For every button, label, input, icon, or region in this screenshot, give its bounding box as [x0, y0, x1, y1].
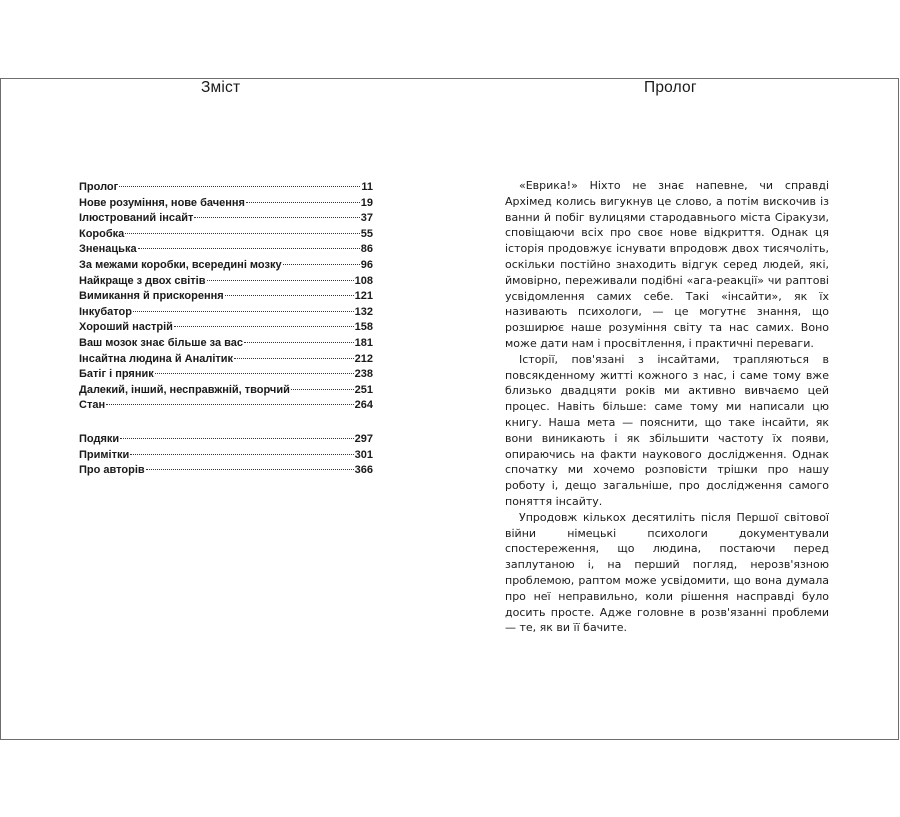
toc-entry-label: Коробка	[79, 227, 125, 240]
toc-leader-dots	[291, 389, 354, 390]
toc-entry	[79, 180, 373, 196]
table-of-contents	[79, 180, 373, 479]
toc-entry-page: 108	[354, 274, 373, 287]
toc-entry	[79, 196, 373, 212]
toc-entry-label: Ваш мозок знає більше за вас	[79, 336, 243, 349]
toc-entry-page: 158	[354, 321, 373, 334]
toc-leader-dots	[246, 202, 360, 203]
toc-leader-dots	[283, 264, 360, 265]
prolog-text	[505, 178, 829, 636]
prolog-paragraph: Упродовж кількох десятиліть після Першої світової війни німецькі психологи документували спостереження, що людина, постаючи перед заплутаною і, на перший погляд, нерозв'язною проблемою, раптом може усвідомити, що вона думала про неї неправильно, коли рішення насправді було досить просте. Адже головне в розв'язанні проблеми — те, як ви її бачите.	[505, 510, 829, 635]
toc-entry-page: 11	[361, 181, 373, 193]
toc-back-matter-list	[79, 432, 373, 479]
toc-leader-dots	[125, 233, 359, 234]
toc-entry-page: 37	[360, 212, 373, 225]
toc-entry-label: Найкраще з двох світів	[79, 274, 206, 287]
toc-entry-label: Стан	[79, 399, 106, 412]
toc-entry-page: 132	[354, 305, 373, 318]
toc-entry	[79, 398, 373, 414]
toc-leader-dots	[244, 342, 354, 343]
toc-entry	[79, 242, 373, 258]
toc-entry-label: Про авторів	[79, 464, 145, 477]
toc-leader-dots	[120, 438, 353, 439]
toc-leader-dots	[174, 326, 354, 327]
toc-leader-dots	[146, 469, 354, 470]
toc-entry-page: 19	[360, 196, 373, 209]
toc-entry	[79, 289, 373, 305]
toc-entry	[79, 432, 373, 448]
toc-entry-page: 55	[360, 227, 373, 240]
toc-entry-page: 96	[360, 258, 373, 271]
toc-entry-page: 121	[354, 290, 373, 303]
toc-leader-dots	[130, 454, 353, 455]
toc-entry-label: Зненацька	[79, 243, 137, 256]
toc-main-list	[79, 180, 373, 414]
toc-entry	[79, 227, 373, 243]
toc-leader-dots	[138, 248, 360, 249]
toc-entry	[79, 383, 373, 399]
toc-gap	[79, 414, 373, 432]
toc-entry	[79, 211, 373, 227]
toc-entry-page: 238	[354, 368, 373, 381]
toc-entry-label: Інкубатор	[79, 305, 132, 318]
prolog-paragraph: Історії, пов'язані з інсайтами, трапляються в повсякденному житті кожного з нас, і саме тому вже близько двадцяти років ми активно вивчаємо цей процес. Навіть більше: саме тому ми написали цю книгу. Наша мета — пояснити, що таке інсайти, як вони виникають і як збільшити частоту їх появи, опираючись на факти наукового дослідження. Однак спочатку ми хочемо розповісти трішки про нашу роботу і, дещо загальніше, про дослідження самого поняття інсайту.	[505, 352, 829, 508]
toc-entry	[79, 320, 373, 336]
toc-entry-label: Пролог	[79, 181, 119, 193]
toc-entry	[79, 463, 373, 479]
prolog-page-title: Пролог	[644, 79, 697, 96]
toc-leader-dots	[207, 280, 354, 281]
toc-entry	[79, 305, 373, 321]
toc-entry	[79, 258, 373, 274]
toc-entry	[79, 352, 373, 368]
prolog-paragraph: «Еврика!» Ніхто не знає напевне, чи справді Архімед колись вигукнув це слово, а потім вискочив із ванни й побіг вулицями стародавнього міста Сіракузи, сповіщаючи всіх про своє нове відкриття. Однак ця історія продовжує існувати впродовж двох тисячоліть, оскільки постійно знаходить відгук серед людей, які, ймовірно, переживали подібні «ага-реакції» чи раптові усвідомлення самих себе. Такі «інсайти», як їх називають психологи, — це могутнє знання, що розширює наше розуміння світу та нас самих. Воно може дати нам і просвітлення, і практичні переваги.	[505, 179, 829, 350]
toc-entry-page: 181	[354, 336, 373, 349]
toc-entry-label: Батіг і пряник	[79, 368, 154, 381]
toc-leader-dots	[194, 217, 359, 218]
toc-entry-label: Примітки	[79, 448, 130, 461]
toc-entry-page: 251	[354, 383, 373, 396]
toc-entry-label: Інсайтна людина й Аналітик	[79, 352, 234, 365]
toc-leader-dots	[155, 373, 354, 374]
toc-entry	[79, 448, 373, 464]
toc-entry-label: Ілюстрований інсайт	[79, 212, 194, 225]
toc-entry-label: Далекий, інший, несправжній, творчий	[79, 383, 290, 396]
toc-entry-label: Хороший настрій	[79, 321, 173, 334]
toc-leader-dots	[234, 358, 354, 359]
toc-entry-label: Подяки	[79, 432, 120, 445]
toc-entry-page: 212	[354, 352, 373, 365]
toc-entry-label: Вимикання й прискорення	[79, 290, 224, 303]
toc-entry	[79, 367, 373, 383]
toc-entry	[79, 336, 373, 352]
toc-leader-dots	[106, 404, 354, 405]
toc-page-title: Зміст	[201, 79, 241, 96]
toc-entry-page: 86	[360, 243, 373, 256]
toc-entry-page: 301	[354, 448, 373, 461]
toc-leader-dots	[119, 186, 360, 187]
toc-entry-page: 264	[354, 399, 373, 412]
toc-entry	[79, 274, 373, 290]
toc-entry-label: Нове розуміння, нове бачення	[79, 196, 245, 209]
toc-leader-dots	[225, 295, 354, 296]
toc-entry-page: 297	[354, 432, 373, 445]
toc-entry-page: 366	[354, 464, 373, 477]
toc-entry-label: За межами коробки, всередині мозку	[79, 258, 282, 271]
toc-leader-dots	[133, 311, 354, 312]
